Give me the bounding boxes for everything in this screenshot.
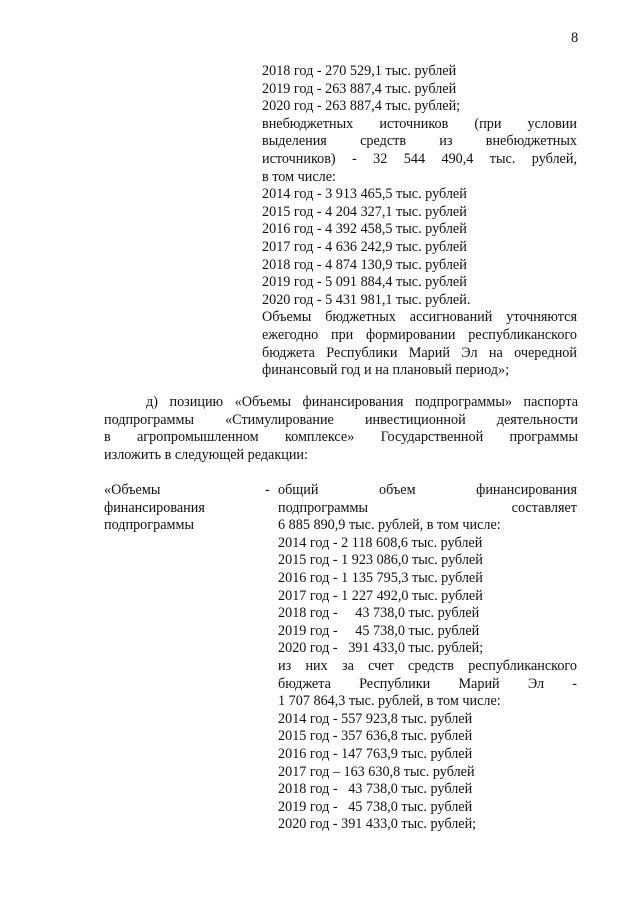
text-line: из них за счет средств республиканского [278,657,577,674]
text-line: 2020 год - 391 433,0 тыс. рублей; [278,816,477,833]
text-line: 2020 год - 5 431 981,1 тыс. рублей. [262,291,471,308]
text-line: выделения средств из внебюджетных [262,133,577,150]
text-line: 2016 год - 1 135 795,3 тыс. рублей [278,569,483,586]
text-line: 2020 год - 263 887,4 тыс. рублей; [262,98,461,115]
text-line: источников) - 32 544 490,4 тыс. рублей, [262,150,577,167]
text-line: 2014 год - 557 923,8 тыс. рублей [278,710,473,727]
text-line: общий объем финансирования [278,482,577,498]
page-number: 8 [571,30,579,46]
text-line: 2017 год – 163 630,8 тыс. рублей [278,763,475,780]
text-line: 2018 год - 270 529,1 тыс. рублей [262,63,457,79]
text-line: 2015 год - 4 204 327,1 тыс. рублей [262,203,467,220]
text-line: 2014 год - 2 118 608,6 тыс. рублей [278,534,483,551]
text-line: бюджета Республики Марий Эл на очередной [262,344,577,361]
text-line: 2020 год - 391 433,0 тыс. рублей; [278,640,484,657]
text-line: 2019 год - 263 887,4 тыс. рублей [262,80,457,97]
text-line: 2015 год - 357 636,8 тыс. рублей [278,728,473,745]
funding-continuation-block [262,63,577,380]
text-line: подпрограммы составляет [278,499,577,516]
text-line: 2017 год - 4 636 242,9 тыс. рублей [262,238,467,255]
dash-separator [265,482,270,500]
text-line: 2019 год - 45 738,0 тыс. рублей [278,622,480,639]
text-line: д) позицию «Объемы финансирования подпрограммы» паспорта [146,394,578,410]
text-line: финансирования [104,499,205,516]
text-line: в том числе: [262,168,336,185]
text-line: финансовый год и на плановый период»; [262,362,510,379]
paragraph-d [104,394,578,464]
text-line: изложить в следующей редакции: [104,446,308,463]
text-line: 2018 год - 43 738,0 тыс. рублей [278,605,480,622]
dash: - [265,482,270,498]
text-line: 2018 год - 43 738,0 тыс. рублей [278,781,473,798]
text-line: 2018 год - 4 874 130,9 тыс. рублей [262,256,467,273]
position-title-cell [104,482,254,535]
text-line: 2015 год - 1 923 086,0 тыс. рублей [278,552,483,569]
text-line: бюджета Республики Марий Эл - [278,675,577,692]
text-line: 2019 год - 5 091 884,4 тыс. рублей [262,274,467,291]
text-line: 2016 год - 147 763,9 тыс. рублей [278,745,473,762]
text-line: внебюджетных источников (при условии [262,115,577,132]
text-line: подпрограммы «Стимулирование инвестиционной деятельности [104,411,578,428]
text-line: 2016 год - 4 392 458,5 тыс. рублей [262,221,467,238]
text-line: Объемы бюджетных ассигнований уточняются [262,309,577,326]
position-value-cell [278,482,577,834]
text-line: 2019 год - 45 738,0 тыс. рублей [278,798,473,815]
text-line: 6 885 890,9 тыс. рублей, в том числе: [278,517,501,534]
text-line: 2017 год - 1 227 492,0 тыс. рублей [278,587,483,604]
text-line: 1 707 864,3 тыс. рублей, в том числе: [278,693,501,710]
text-line: «Объемы [104,482,161,498]
text-line: 2014 год - 3 913 465,5 тыс. рублей [262,186,467,203]
text-line: в агропромышленном комплексе» Государственной программы [104,429,578,446]
text-line: ежегодно при формировании республиканского [262,326,577,343]
text-line: подпрограммы [104,517,194,534]
